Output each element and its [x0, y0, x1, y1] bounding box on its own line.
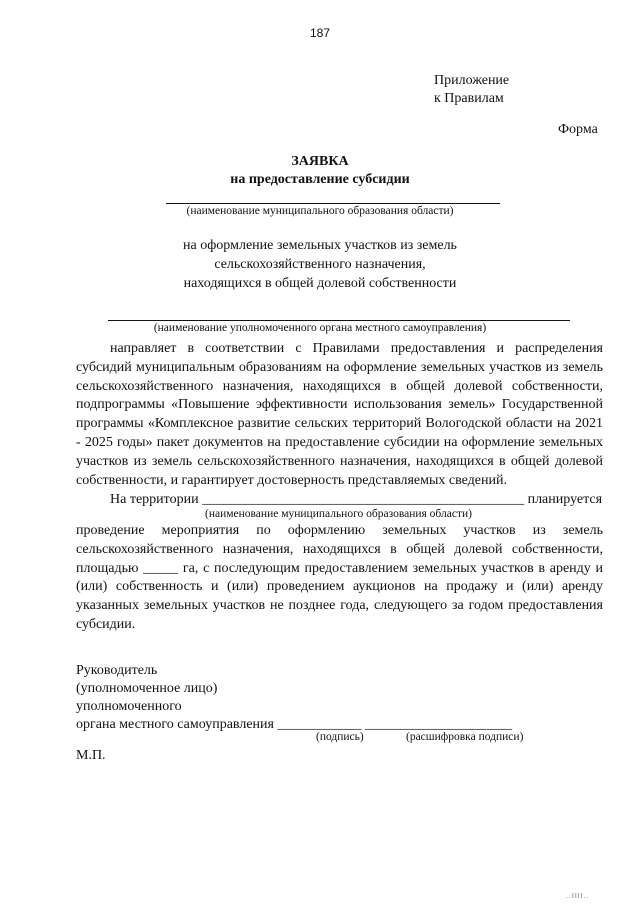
signature-caption: (подпись) — [316, 731, 364, 743]
authority-caption: (наименование уполномоченного органа местного самоуправления) — [153, 322, 487, 334]
area-blank: _____ — [143, 560, 179, 576]
authority-fill-line — [108, 320, 570, 321]
signature-decoding-blank: _____________________ — [364, 717, 512, 732]
appendix-note — [434, 72, 509, 108]
signature-block — [76, 662, 512, 734]
document-title — [0, 153, 640, 189]
paragraph-main: направляет в соответствии с Правилами предоставления и распределения субсидий муниципальным образованиям на оформление земельных участков из земель сельскохозяйственного назначения, находящихся в общей долевой собственности, подпрограммы «Повышение эффективности использования земель» Государственной программы «Комплексное развитие сельских территорий Вологодской области на 2021 - 2025 годы» пакет документов на предоставление субсидии на оформление земельных участков из земель сельскохозяйственного назначения, находящихся в общей долевой собственности, и гарантирует достоверность представляемых сведений. — [76, 341, 603, 488]
appendix-line-2: к Правилам — [434, 91, 504, 106]
purpose-line-2: сельскохозяйственного назначения, — [214, 257, 426, 272]
purpose-line-3: находящихся в общей долевой собственности — [183, 276, 457, 291]
measures-paragraph — [76, 522, 603, 635]
measures-text-b: га, с последующим предоставлением земельных участков в аренду и (или) собственность и (или) проведением аукционов на продажу и (или) аренду указанных земельных участков не позднее года, следующего за годом предоставления субсидии. — [76, 560, 603, 632]
purpose-text — [0, 236, 640, 293]
signer-line-1: Руководитель — [76, 663, 158, 678]
title-sub: на предоставление субсидии — [230, 172, 410, 187]
purpose-line-1: на оформление земельных участков из земель — [183, 238, 457, 253]
stamp-place-label: М.П. — [76, 748, 106, 763]
page-number: 187 — [309, 26, 331, 40]
scan-mark: ..IIII.. — [566, 893, 590, 900]
territory-line — [110, 491, 603, 509]
signer-line-3: уполномоченного — [76, 699, 182, 714]
measures-text-a: проведение мероприятия по оформлению земельных участков из земель сельскохозяйственного назначения, находящихся в общей долевой собственности, площадью — [76, 523, 603, 576]
territory-blank: ______________________________________________ — [202, 492, 525, 507]
signer-line-2: (уполномоченное лицо) — [76, 681, 218, 696]
territory-caption: (наименование муниципального образования области) — [205, 508, 472, 520]
signature-blank: ____________ — [277, 717, 362, 732]
municipality-fill-line — [166, 203, 500, 204]
appendix-line-1: Приложение — [434, 73, 510, 88]
signer-organ-label: органа местного самоуправления — [76, 717, 274, 732]
paragraph-measures — [76, 522, 603, 635]
territory-suffix: планируется — [527, 492, 603, 507]
municipality-caption: (наименование муниципального образования области) — [186, 205, 454, 217]
application-body — [76, 340, 603, 490]
form-label: Форма — [558, 122, 598, 137]
territory-prefix: На территории — [110, 492, 199, 507]
title-main: ЗАЯВКА — [291, 154, 349, 169]
signature-decoding-caption: (расшифровка подписи) — [406, 731, 524, 743]
